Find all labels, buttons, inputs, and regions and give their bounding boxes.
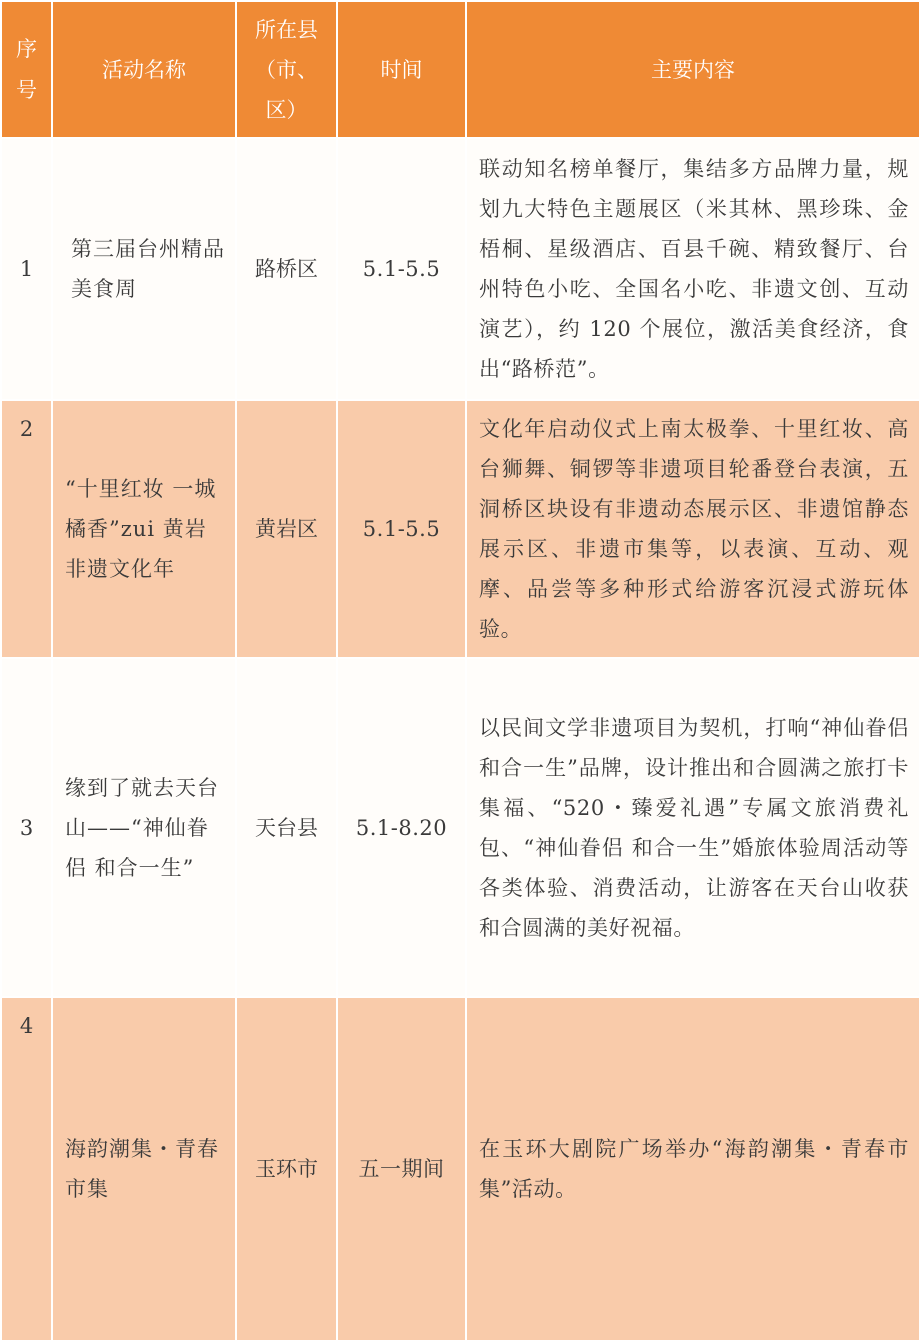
table-header-row (1, 1, 919, 138)
table-row (1, 997, 919, 1341)
row-content: 以民间文学非遗项目为契机，打响“神仙眷侣 和合一生”品牌，设计推出和合圆满之旅打卡集福、“520・臻爱礼遇”专属文旅消费礼包、“神仙眷侣 和合一生”婚旅体验周活动等各类体验、消费活动，让游客在天台山收获和合圆满的美好祝福。 (466, 658, 919, 997)
header-no: 序号 (1, 1, 52, 138)
row-time: 5.1-5.5 (337, 138, 466, 400)
row-activity-name: 第三届台州精品美食周 (52, 138, 236, 400)
row-county: 天台县 (236, 658, 337, 997)
row-activity-name: “十里红妆 一城橘香”zui 黄岩非遗文化年 (52, 400, 236, 658)
row-no: 1 (1, 138, 52, 400)
row-no: 3 (1, 658, 52, 997)
header-content: 主要内容 (466, 1, 919, 138)
header-time: 时间 (337, 1, 466, 138)
row-content: 文化年启动仪式上南太极拳、十里红妆、高台狮舞、铜锣等非遗项目轮番登台表演，五洞桥区块设有非遗动态展示区、非遗馆静态展示区、非遗市集等，以表演、互动、观摩、品尝等多种形式给游客沉浸式游玩体验。 (466, 400, 919, 658)
row-no: 2 (1, 400, 52, 658)
table-row (1, 658, 919, 997)
row-county: 玉环市 (236, 997, 337, 1341)
row-content: 联动知名榜单餐厅，集结多方品牌力量，规划九大特色主题展区（米其林、黑珍珠、金梧桐、星级酒店、百县千碗、精致餐厅、台州特色小吃、全国名小吃、非遗文创、互动演艺），约 120 个展位，激活美食经济，食出“路桥范”。 (466, 138, 919, 400)
table-row (1, 138, 919, 400)
header-county: 所在县（市、区） (236, 1, 337, 138)
row-time: 5.1-5.5 (337, 400, 466, 658)
row-content: 在玉环大剧院广场举办“海韵潮集・青春市集”活动。 (466, 997, 919, 1341)
row-activity-name: 缘到了就去天台山——“神仙眷侣 和合一生” (52, 658, 236, 997)
row-no: 4 (1, 997, 52, 1341)
row-time: 五一期间 (337, 997, 466, 1341)
header-name: 活动名称 (52, 1, 236, 138)
row-county: 路桥区 (236, 138, 337, 400)
row-county: 黄岩区 (236, 400, 337, 658)
row-activity-name: 海韵潮集・青春市集 (52, 997, 236, 1341)
row-time: 5.1-8.20 (337, 658, 466, 997)
table-row (1, 400, 919, 658)
